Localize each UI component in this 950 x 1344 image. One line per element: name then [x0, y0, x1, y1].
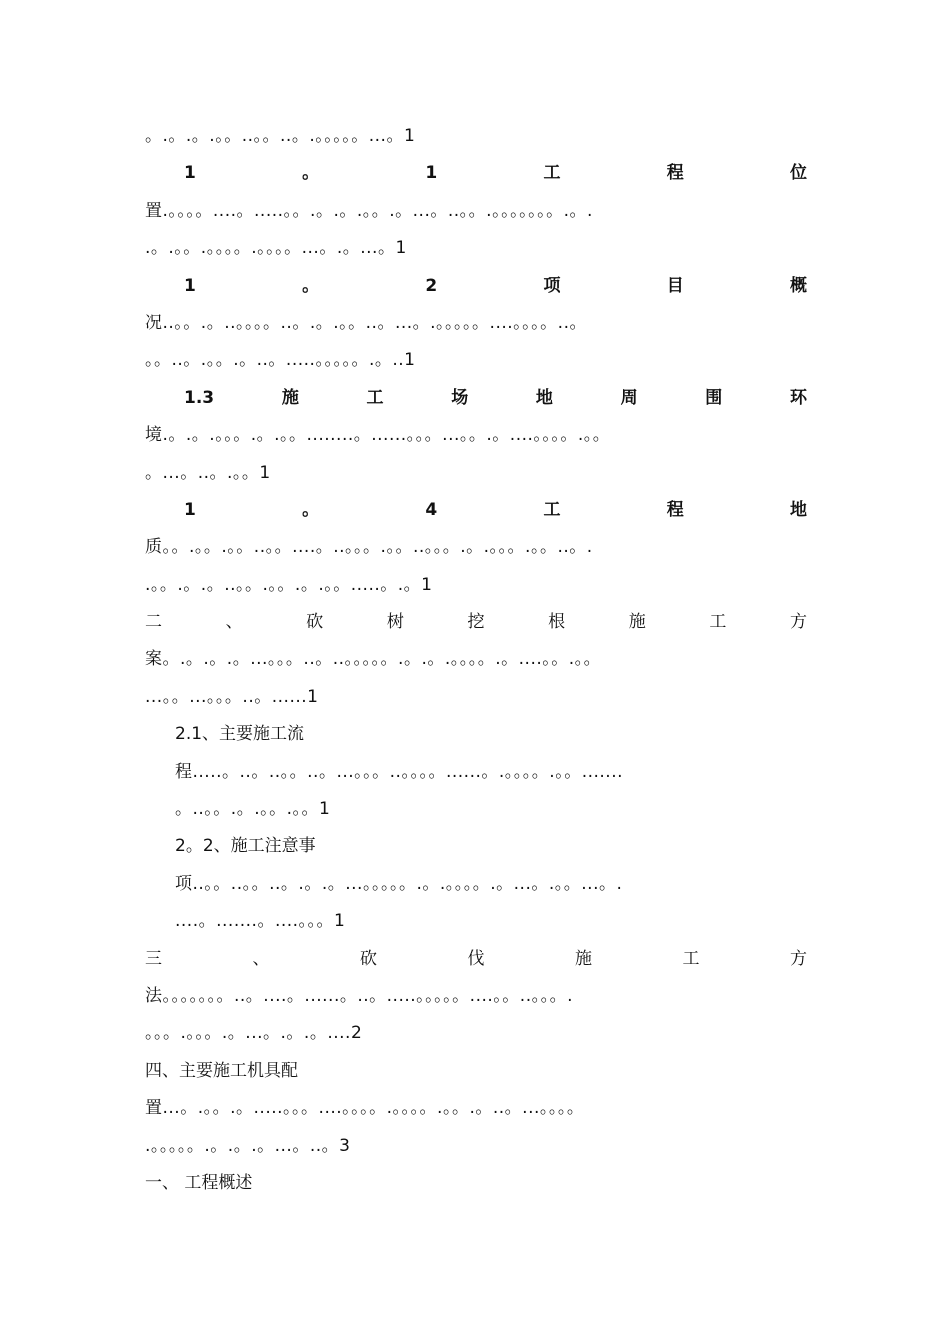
toc-entry-word: 挖	[467, 612, 485, 633]
toc-leader-line: 置...。.。。.。.....。。。....。。。。.。。。。.。。.。..。...。。。。	[145, 1098, 585, 1119]
toc-entry-word: 。	[302, 499, 320, 520]
toc-entry-word: 1.3	[184, 387, 215, 408]
toc-entry-word: 。	[302, 163, 320, 184]
toc-entry-word: 工	[709, 612, 727, 633]
toc-entry-word: 砍	[306, 612, 324, 633]
toc-entry-word: 方	[790, 612, 807, 633]
toc-leader-line: 法。。。。。。。..。....。......。..。.....。。。。。....。。..。。。.	[145, 985, 573, 1006]
toc-entry-word: 方	[790, 948, 807, 969]
toc-entry-word: 施	[575, 948, 592, 969]
toc-entry-word: 工	[543, 163, 561, 184]
toc-entry-2-1[interactable]: 2.1、主要施工流	[175, 724, 305, 745]
toc-entry-1-1[interactable]	[145, 155, 807, 192]
toc-entry-word: 项	[543, 275, 561, 296]
toc-leader-line: 。。。.。。。.。...。.。.。....2	[145, 1023, 363, 1044]
toc-leader-line: 程.....。..。..。。..。...。。。..。。。。......。.。。。。.。。.......	[175, 761, 624, 782]
toc-entry-word: 围	[705, 387, 723, 408]
toc-leader-line: 境.。.。.。。。.。.。。........。......。。。...。。.。....。。。。.。。	[145, 425, 611, 446]
toc-entry-1-2[interactable]	[145, 268, 807, 305]
toc-entry-word: 2	[425, 275, 438, 296]
toc-leader-line: .。。。。。.。.。.。...。..。3	[145, 1135, 351, 1156]
toc-entry-word: 程	[666, 163, 684, 184]
toc-entry-word: 位	[789, 163, 807, 184]
table-of-contents	[145, 118, 807, 1202]
toc-leader-line: ....。.......。....。。。1	[175, 911, 346, 932]
toc-entry-word: 伐	[467, 948, 485, 969]
toc-entry-word: 地	[789, 499, 807, 520]
toc-entry-2[interactable]	[145, 604, 807, 641]
toc-leader-line: 项..。。..。。..。.。.。...。。。。。.。.。。。。.。...。.。。...。.	[175, 873, 623, 894]
toc-leader-line: 况..。。.。..。。。。..。.。.。。..。...。.。。。。。....。。。。..。	[145, 312, 587, 333]
toc-leader-line: 置.。。。。....。.....。。.。.。.。。.。...。..。。.。。。。。。。.。.	[145, 200, 593, 221]
toc-leader-line: .。。.。.。..。。.。。.。.。。.....。.。1	[145, 574, 433, 595]
toc-entry-4[interactable]: 四、主要施工机具配	[145, 1060, 298, 1081]
toc-entry-word: 施	[628, 612, 646, 633]
toc-leader-line: 质。。.。。.。。..。。....。..。。。.。。..。。。.。.。。。.。。..。.	[145, 537, 593, 558]
toc-leader-line: .。.。。.。。。。.。。。。...。.。...。1	[145, 238, 407, 259]
toc-entry-word: 砍	[360, 948, 377, 969]
toc-leader-line: 。..。。.。.。。.。。1	[175, 799, 331, 820]
toc-entry-word: 程	[666, 499, 684, 520]
toc-entry-word: 施	[281, 387, 299, 408]
toc-entry-word: 工	[366, 387, 384, 408]
toc-entry-word: 三	[145, 948, 162, 969]
toc-entry-2-2[interactable]: 2。2、施工注意事	[175, 836, 316, 857]
toc-entry-word: 1	[184, 275, 196, 296]
toc-entry-word: 概	[789, 275, 807, 296]
toc-entry-word: 工	[543, 499, 561, 520]
toc-entry-word: 地	[535, 387, 553, 408]
toc-leader-line: 。.。.。.。。..。。..。.。。。。。...。1	[145, 126, 416, 146]
toc-entry-word: 。	[302, 275, 320, 296]
toc-entry-word: 周	[620, 387, 638, 408]
toc-entry-word: 1	[184, 163, 196, 184]
toc-entry-word: 、	[252, 948, 270, 969]
toc-entry-1-4[interactable]	[145, 492, 807, 529]
toc-entry-word: 场	[451, 387, 469, 408]
toc-entry-word: 环	[789, 387, 807, 408]
toc-entry-word: 工	[682, 948, 700, 969]
toc-entry-3[interactable]	[145, 941, 807, 978]
toc-entry-word: 1	[425, 163, 438, 184]
toc-entry-word: 树	[386, 612, 404, 633]
toc-entry-word: 二	[145, 612, 162, 633]
toc-entry-word: 根	[548, 612, 566, 633]
toc-entry-word: 4	[425, 499, 438, 520]
toc-leader-line: ...。。...。。。..。......1	[145, 686, 319, 707]
toc-entry-word: 、	[225, 612, 243, 633]
toc-leader-line: 。。..。.。。.。..。.....。。。。。.。..1	[145, 350, 416, 371]
section-heading: 一、 工程概述	[145, 1172, 253, 1193]
toc-leader-line: 案。.。.。.。...。。。..。..。。。。。.。.。.。。。。.。....。。.。。	[145, 649, 602, 670]
toc-entry-word: 目	[666, 275, 684, 296]
toc-entry-word: 1	[184, 499, 196, 520]
toc-leader-line: 。...。..。.。。1	[145, 462, 271, 483]
toc-entry-1-3[interactable]	[145, 380, 807, 417]
